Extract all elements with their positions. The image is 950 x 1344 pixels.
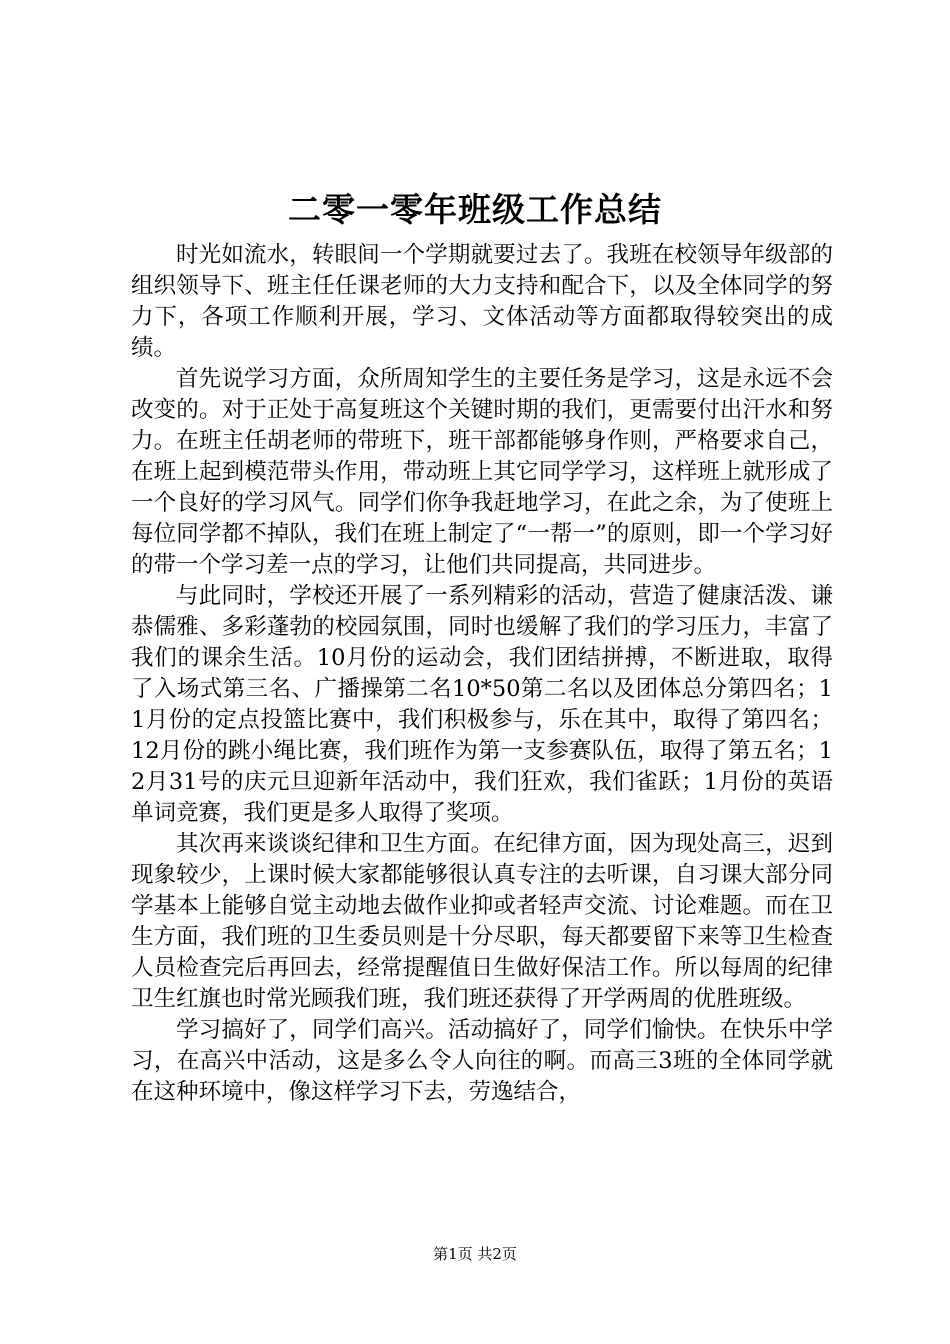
page-footer (0, 1244, 950, 1264)
document-body (131, 240, 833, 1108)
paragraph-conclusion: 学习搞好了，同学们高兴。活动搞好了，同学们愉快。在快乐中学习，在高兴中活动，这是多么令人向往的啊。而高三3班的全体同学就在这种环境中，像这样学习下去，劳逸结合， (131, 1017, 833, 1105)
page-number: 第1页 共2页 (433, 1245, 517, 1263)
paragraph-study: 首先说学习方面，众所周知学生的主要任务是学习，这是永远不会改变的。对于正处于高复班这个关键时期的我们，更需要付出汗水和努力。在班主任胡老师的带班下，班干部都能够身作则，严格要求自己，在班上起到模范带头作用，带动班上其它同学学习，这样班上就形成了一个良好的学习风气。同学们你争我赶地学习，在此之余，为了使班上每位同学都不掉队，我们在班上制定了“一帮一”的原则，即一个学习好的带一个学习差一点的学习，让他们共同提高，共同进步。 (131, 366, 833, 578)
paragraph-discipline-hygiene: 其次再来谈谈纪律和卫生方面。在纪律方面，因为现处高三，迟到现象较少，上课时候大家都能够很认真专注的去听课，自习课大部分同学基本上能够自觉主动地去做作业抑或者轻声交流、讨论难题。而在卫生方面，我们班的卫生委员则是十分尽职，每天都要留下来等卫生检查人员检查完后再回去，经常提醒值日生做好保洁工作。所以每周的纪律卫生红旗也时常光顾我们班，我们班还获得了开学两周的优胜班级。 (131, 831, 833, 1012)
paragraph-intro: 时光如流水，转眼间一个学期就要过去了。我班在校领导年级部的组织领导下、班主任任课老师的大力支持和配合下，以及全体同学的努力下，各项工作顺利开展，学习、文体活动等方面都取得较突出的成绩。 (131, 242, 833, 361)
paragraph-activities: 与此同时，学校还开展了一系列精彩的活动，营造了健康活泼、谦恭儒雅、多彩蓬勃的校园氛围，同时也缓解了我们的学习压力，丰富了我们的课余生活。10月份的运动会，我们团结拼搏，不断进取，取得了入场式第三名、广播操第二名10*50第二名以及团体总分第四名；11月份的定点投篮比赛中，我们积极参与，乐在其中，取得了第四名；12月份的跳小绳比赛，我们班作为第一支参赛队伍，取得了第五名；12月31号的庆元旦迎新年活动中，我们狂欢，我们雀跃；1月份的英语单词竞赛，我们更是多人取得了奖项。 (131, 583, 833, 826)
page-title: 二零一零年班级工作总结 (288, 190, 662, 229)
